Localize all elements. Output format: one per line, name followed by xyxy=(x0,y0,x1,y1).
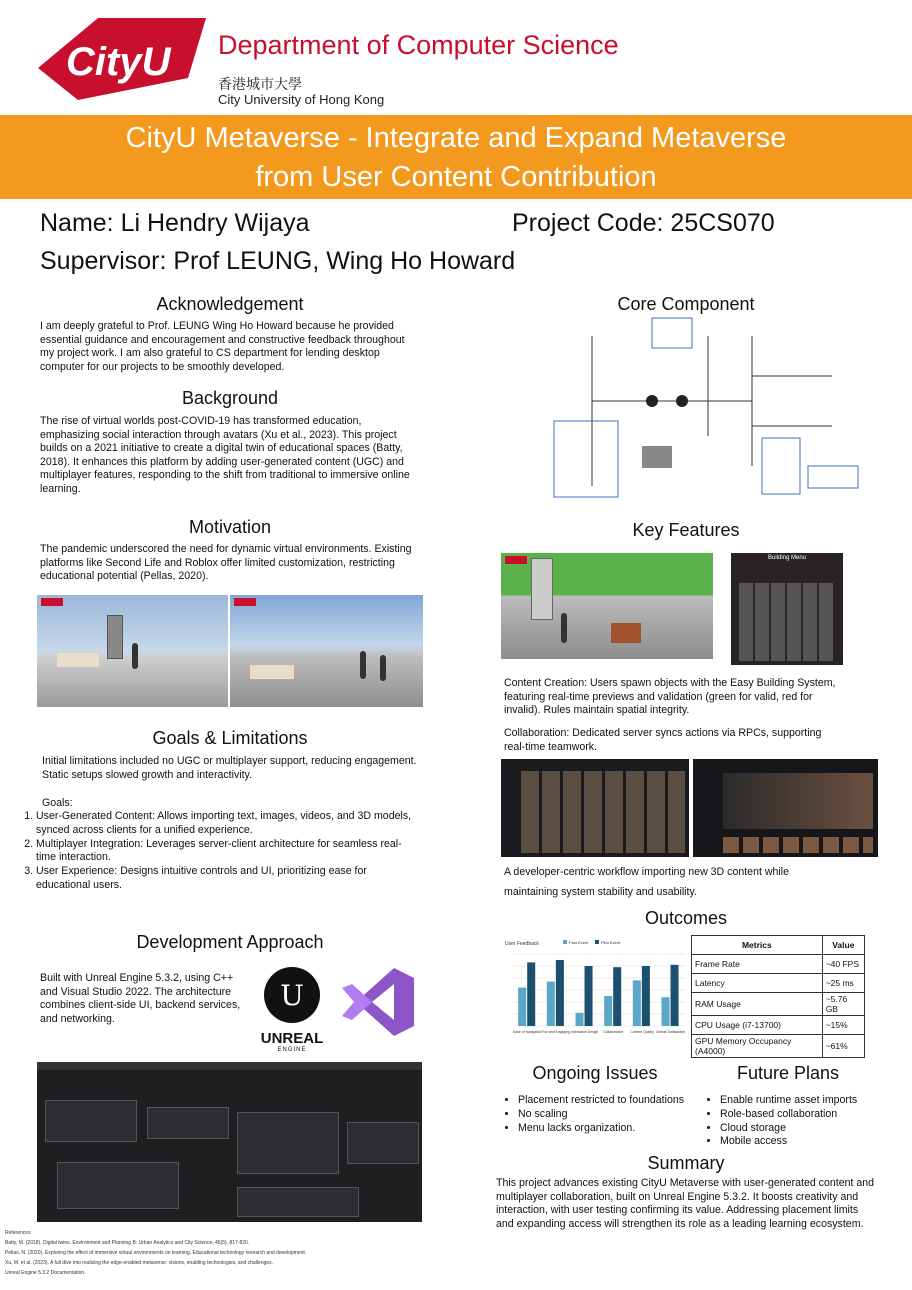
bar-past-event xyxy=(575,1013,583,1026)
summary-text: This project advances existing CityU Metaverse with user-generated content and multiplayer collaboration, built on Unreal Engine 5.3.2. It boosts creativity and interaction, with user testing confirming its value. Addressing placement limits and expanding access will strengthen its role as a leading learning ecosystem. xyxy=(496,1177,875,1230)
metric-value: ~25 ms xyxy=(822,974,864,993)
background-text: The rise of virtual worlds post-COVID-19 has transformed education, emphasizing social interaction through avatars (Xu et al., 2023). This project builds on a 2021 initiative to create a digital twin of educational spaces (Batty, 2018). It enhances this platform by adding user-generated content (UGC) and multiplayer features, responding to the shift from traditional to immersive online learning. xyxy=(40,415,410,495)
motivation-heading: Motivation xyxy=(188,517,272,537)
project-code: Project Code: 25CS070 xyxy=(512,209,775,237)
bar-pilot-event xyxy=(613,967,621,1026)
summary-heading: Summary xyxy=(647,1153,725,1173)
goals-intro: Initial limitations included no UGC or multiplayer support, reducing engagement. Static setups slowed growth and interactivity. xyxy=(42,755,417,781)
title-line-1: CityU Metaverse - Integrate and Expand Metaverse xyxy=(125,122,787,154)
workflow-line-1: A developer-centric workflow importing new 3D content while xyxy=(504,866,789,878)
future-item: • Cloud storage xyxy=(720,1122,890,1136)
bar-pilot-event xyxy=(585,966,593,1026)
scene-screenshot-2 xyxy=(230,595,423,707)
x-tick-label: Fun and Engaging xyxy=(542,1030,570,1034)
x-tick-label: Collaboration xyxy=(603,1030,624,1034)
bar-past-event xyxy=(518,988,526,1026)
chart-title: User Feedback xyxy=(505,941,539,947)
metric-value: ~5.76 GB xyxy=(822,993,864,1016)
cityu-logo xyxy=(38,8,208,100)
future-item: • Enable runtime asset imports xyxy=(720,1094,890,1108)
author-name: Name: Li Hendry Wijaya xyxy=(40,209,310,237)
bar-pilot-event xyxy=(556,960,564,1026)
references-label: References xyxy=(5,1230,31,1236)
reference-item: Unreal Engine 5.3.2 Documentation. xyxy=(5,1270,86,1276)
references xyxy=(5,1228,525,1278)
feedback-chart xyxy=(503,936,689,1046)
issue-item: • No scaling xyxy=(518,1108,718,1122)
future-list xyxy=(706,1094,890,1149)
legend-swatch xyxy=(563,940,567,944)
development-heading: Development Approach xyxy=(136,932,324,952)
bar-past-event xyxy=(547,982,555,1026)
metric-name: Latency xyxy=(692,974,823,993)
bar-past-event xyxy=(633,980,641,1026)
title-banner xyxy=(0,115,912,199)
workflow-line-2: maintaining system stability and usability. xyxy=(504,886,697,898)
bar-pilot-event xyxy=(527,962,535,1026)
supervisor: Supervisor: Prof LEUNG, Wing Ho Howard xyxy=(40,247,516,275)
unreal-label: UNREAL xyxy=(260,1030,324,1047)
unreal-sub: ENGINE xyxy=(277,1047,307,1053)
content-creation-text: Content Creation: Users spawn objects with the Easy Building System, featuring real-time previews and validation (green for valid, red for invalid). Rules maintain spatial integrity. xyxy=(504,677,836,717)
issue-item: • Menu lacks organization. xyxy=(518,1122,718,1136)
svg-text:U: U xyxy=(280,979,304,1012)
asset-library-screenshot xyxy=(501,759,689,857)
reference-item: Pellas, N. (2020). Exploring the effect of immersive virtual environments on learning. Educational technology research and development. xyxy=(5,1250,307,1256)
issues-heading: Ongoing Issues xyxy=(532,1063,658,1083)
university-name-cn: 香港城市大學 xyxy=(218,76,302,92)
goals-list xyxy=(22,810,416,893)
building-menu-screenshot xyxy=(731,553,843,665)
title-line-2: from User Content Contribution xyxy=(255,161,657,193)
x-tick-label: Overall Satisfaction xyxy=(656,1030,686,1034)
architecture-diagram xyxy=(552,316,864,498)
value-header: Value xyxy=(822,936,864,955)
visual-studio-logo xyxy=(338,962,418,1042)
unreal-engine-logo xyxy=(252,965,332,1051)
department-name: Department of Computer Science xyxy=(218,30,619,60)
blueprint-screenshot xyxy=(37,1062,422,1222)
asset-detail-screenshot xyxy=(693,759,878,857)
x-tick-label: Ease of Navigation xyxy=(513,1030,542,1034)
outcomes-heading: Outcomes xyxy=(644,908,728,928)
building-menu-title: Building Menu xyxy=(767,555,807,561)
acknowledgement-text: I am deeply grateful to Prof. LEUNG Wing Ho Howard because he provided essential guidance and encouragement and constructive feedback throughout my project work. I am also grateful to CS department for lending desktop computer for our projects to be smoothly developed. xyxy=(40,320,405,373)
metric-name: CPU Usage (i7-13700) xyxy=(692,1016,823,1035)
background-heading: Background xyxy=(181,388,279,408)
goals-label: Goals: xyxy=(42,797,73,809)
future-heading: Future Plans xyxy=(736,1063,840,1083)
goal-item: 2. Multiplayer Integration: Leverages server-client architecture for seamless real-time interaction. xyxy=(36,838,416,866)
legend-label: Past Event xyxy=(569,940,589,945)
future-item: • Role-based collaboration xyxy=(720,1108,890,1122)
x-tick-label: Content Quality xyxy=(630,1030,654,1034)
collaboration-text: Collaboration: Dedicated server syncs actions via RPCs, supporting real-time teamwork. xyxy=(504,727,822,753)
issue-item: • Placement restricted to foundations xyxy=(518,1094,718,1108)
development-text: Built with Unreal Engine 5.3.2, using C++ and Visual Studio 2022. The architecture combines client-side UI, backend services, and networking. xyxy=(40,972,241,1025)
bar-past-event xyxy=(661,997,669,1026)
legend-label: Pilot Event xyxy=(601,940,621,945)
building-preview-screenshot xyxy=(501,553,713,659)
metric-value: ~61% xyxy=(822,1035,864,1058)
bar-pilot-event xyxy=(671,965,679,1026)
metric-name: Frame Rate xyxy=(692,955,823,974)
goals-heading: Goals & Limitations xyxy=(152,728,308,748)
future-item: • Mobile access xyxy=(720,1135,890,1149)
metric-name: GPU Memory Occupancy (A4000) xyxy=(692,1035,823,1058)
core-heading: Core Component xyxy=(617,294,755,314)
metrics-header: Metrics xyxy=(692,936,823,955)
motivation-text: The pandemic underscored the need for dynamic virtual environments. Existing platforms like Second Life and Roblox offer limited customization, restricting educational potential (Pellas, 2020). xyxy=(40,543,412,583)
university-name-en: City University of Hong Kong xyxy=(218,92,385,107)
metric-value: ~40 FPS xyxy=(822,955,864,974)
logo-text: CityU xyxy=(66,40,171,84)
acknowledgement-heading: Acknowledgement xyxy=(156,294,304,314)
reference-item: Xu, M. et al. (2023). A full dive into realizing the edge-enabled metaverse: visions, enabling technologies, and challenges. xyxy=(5,1260,273,1266)
goal-item: 3. User Experience: Designs intuitive controls and UI, prioritizing ease for educational users. xyxy=(36,865,416,893)
x-tick-label: Interactive Design xyxy=(571,1030,599,1034)
bar-pilot-event xyxy=(642,966,650,1026)
legend-swatch xyxy=(595,940,599,944)
scene-screenshot-1 xyxy=(37,595,228,707)
outcomes-table xyxy=(691,935,865,1058)
reference-item: Batty, M. (2018). Digital twins. Environment and Planning B: Urban Analytics and City Science, 45(5), 817-820. xyxy=(5,1240,250,1246)
metric-value: ~15% xyxy=(822,1016,864,1035)
metric-name: RAM Usage xyxy=(692,993,823,1016)
issues-list xyxy=(504,1094,718,1135)
features-heading: Key Features xyxy=(632,520,740,540)
bar-past-event xyxy=(604,996,612,1026)
goal-item: 1. User-Generated Content: Allows importing text, images, videos, and 3D models, synced across clients for a unified experience. xyxy=(36,810,416,838)
